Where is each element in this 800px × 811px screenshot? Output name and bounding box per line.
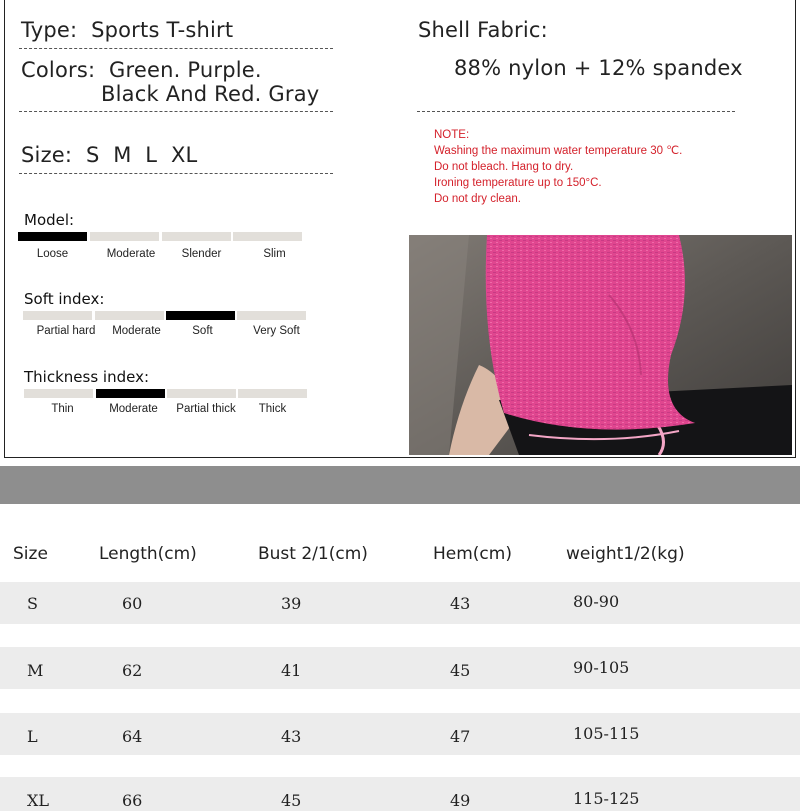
cell-weight: 105-115 xyxy=(573,724,640,743)
thickness-option-label: Moderate xyxy=(109,403,158,415)
table-row xyxy=(0,777,800,811)
soft-segment-moderate xyxy=(95,311,164,320)
cell-length: 64 xyxy=(122,727,143,746)
shirt-illustration xyxy=(409,235,792,455)
model-segment-slim xyxy=(233,232,302,241)
type-label: Type: xyxy=(21,18,78,42)
soft-segment-soft xyxy=(166,311,235,320)
divider xyxy=(417,111,735,112)
model-index-title: Model: xyxy=(24,211,75,229)
care-note xyxy=(434,127,682,207)
cell-weight: 90-105 xyxy=(573,658,630,677)
thickness-option-label: Thin xyxy=(51,403,74,415)
cell-size: XL xyxy=(27,791,50,810)
type-line xyxy=(21,18,233,42)
soft-option-label: Moderate xyxy=(112,325,161,337)
care-note-line: Do not bleach. Hang to dry. xyxy=(434,161,574,173)
cell-bust: 45 xyxy=(281,791,302,810)
model-segment-moderate xyxy=(90,232,159,241)
cell-length: 66 xyxy=(122,791,143,810)
header-weight: weight1/2(kg) xyxy=(566,544,685,564)
thickness-segment-moderate xyxy=(96,389,165,398)
care-note-line: Ironing temperature up to 150°C. xyxy=(434,177,602,189)
divider xyxy=(19,111,333,112)
cell-size: S xyxy=(27,594,38,613)
type-value: Sports T-shirt xyxy=(91,18,234,42)
soft-option-label: Soft xyxy=(192,325,213,337)
colors-value-2: Black And Red. Gray xyxy=(101,82,320,106)
model-option-label: Slim xyxy=(263,248,286,260)
cell-bust: 39 xyxy=(281,594,302,613)
cell-length: 60 xyxy=(122,594,143,613)
header-length: Length(cm) xyxy=(99,544,197,564)
header-size: Size xyxy=(13,544,48,564)
table-row xyxy=(0,647,800,689)
soft-segment-very-soft xyxy=(237,311,306,320)
cell-hem: 43 xyxy=(450,594,471,613)
soft-option-label: Very Soft xyxy=(253,325,300,337)
header-hem: Hem(cm) xyxy=(433,544,512,564)
care-note-line: Do not dry clean. xyxy=(434,193,521,205)
colors-line xyxy=(21,58,262,82)
soft-option-label: Partial hard xyxy=(36,325,96,337)
thickness-index-title: Thickness index: xyxy=(24,368,149,386)
care-note-line: Washing the maximum water temperature 30 ℃. xyxy=(434,145,683,157)
soft-index-title: Soft index: xyxy=(24,290,105,308)
shell-fabric-label: Shell Fabric: xyxy=(418,18,548,42)
cell-size: M xyxy=(27,661,44,680)
cell-hem: 45 xyxy=(450,661,471,680)
thickness-option-label: Thick xyxy=(258,403,287,415)
size-line xyxy=(21,143,197,167)
cell-length: 62 xyxy=(122,661,143,680)
colors-value-1: Green. Purple. xyxy=(109,58,262,82)
cell-size: L xyxy=(27,727,38,746)
table-row xyxy=(0,713,800,755)
thickness-segment-thick xyxy=(238,389,307,398)
table-row xyxy=(0,582,800,624)
colors-label: Colors: xyxy=(21,58,96,82)
divider xyxy=(19,173,333,174)
divider xyxy=(19,48,333,49)
cell-weight: 115-125 xyxy=(573,789,640,808)
thickness-segment-thin xyxy=(24,389,93,398)
model-option-label: Slender xyxy=(181,248,222,260)
cell-hem: 49 xyxy=(450,791,471,810)
model-option-label: Loose xyxy=(36,248,69,260)
cell-bust: 41 xyxy=(281,661,302,680)
size-value: S M L XL xyxy=(85,143,198,167)
product-photo xyxy=(409,235,792,455)
section-separator-band xyxy=(0,466,800,504)
model-option-label: Moderate xyxy=(106,248,156,260)
care-note-title: NOTE: xyxy=(434,129,470,141)
header-bust: Bust 2/1(cm) xyxy=(258,544,368,564)
cell-hem: 47 xyxy=(450,727,471,746)
shell-fabric-value: 88% nylon + 12% spandex xyxy=(454,56,743,80)
thickness-segment-partial-thick xyxy=(167,389,236,398)
cell-bust: 43 xyxy=(281,727,302,746)
thickness-option-label: Partial thick xyxy=(176,403,236,415)
soft-segment-partial-hard xyxy=(23,311,92,320)
size-label: Size: xyxy=(21,143,73,167)
model-segment-slender xyxy=(162,232,231,241)
cell-weight: 80-90 xyxy=(573,592,620,611)
model-segment-loose xyxy=(18,232,87,241)
